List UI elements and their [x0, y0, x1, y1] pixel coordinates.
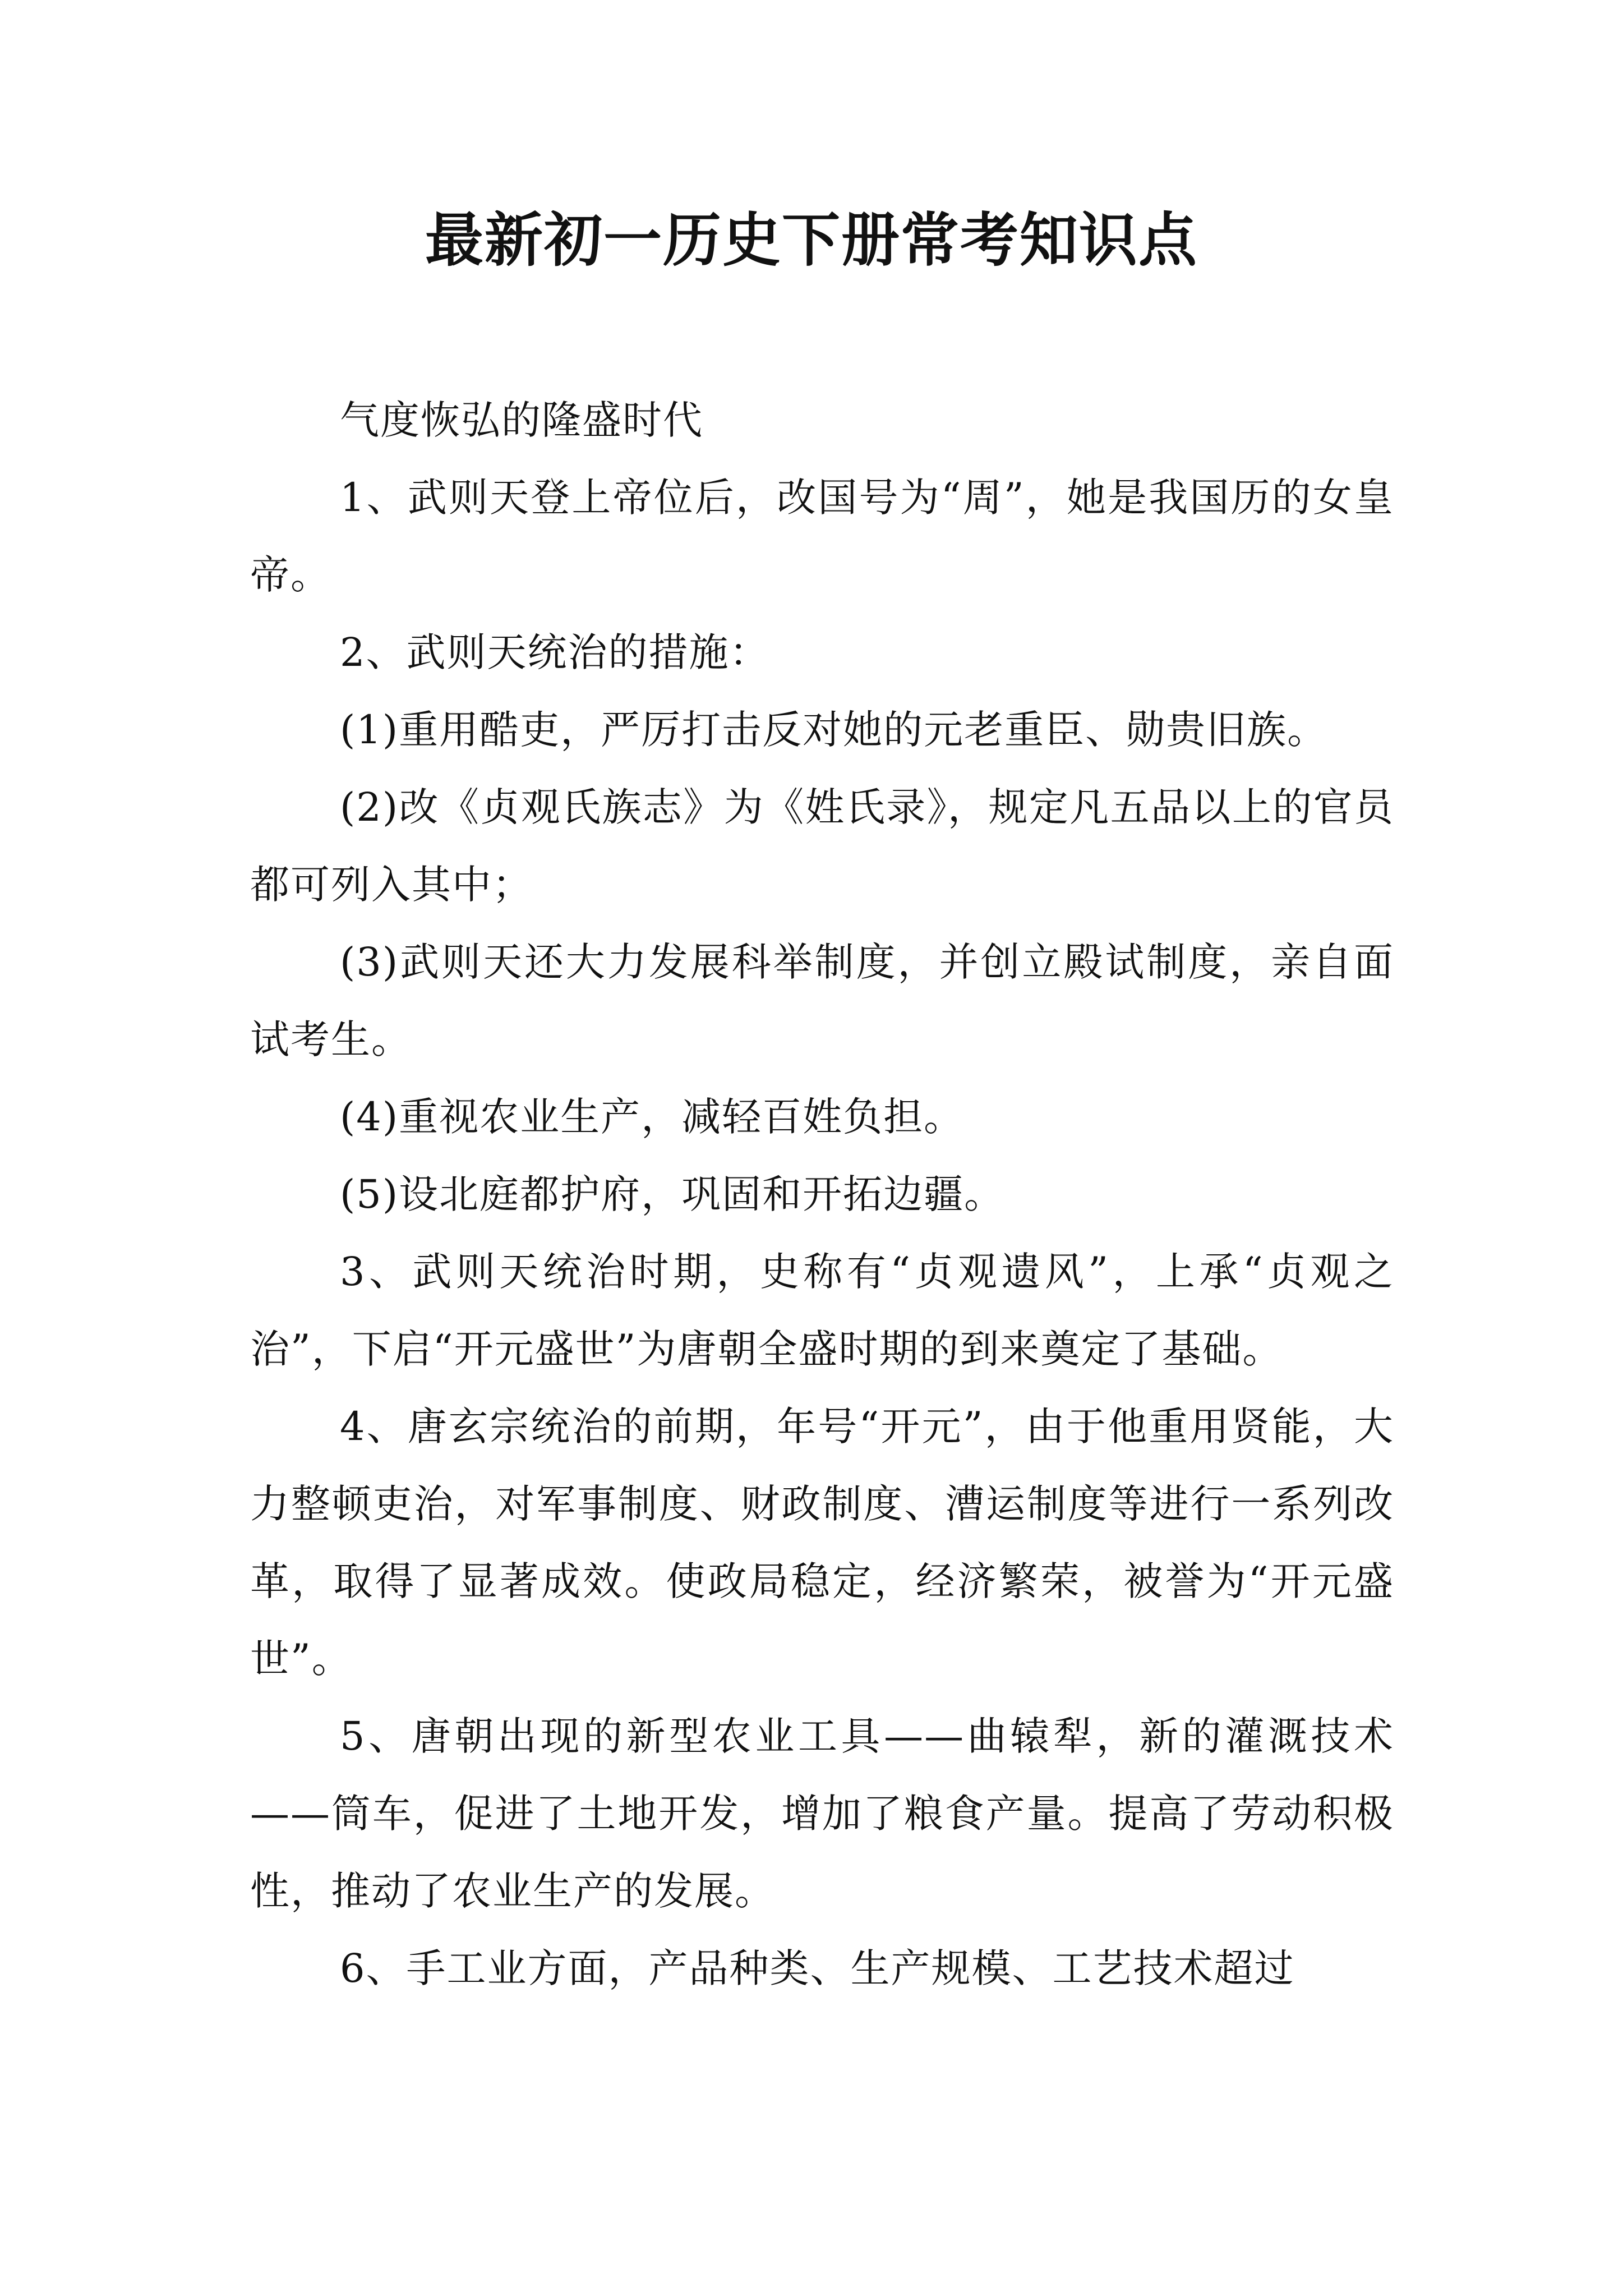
- paragraph-measure-1: (1)重用酷吏，严厉打击反对她的元老重臣、勋贵旧族。: [340, 707, 1328, 753]
- section-heading: 气度恢弘的隆盛时代: [340, 397, 703, 443]
- paragraph-point-1: 1、武则天登上帝位后，改国号为“周”，她是我国历的女皇帝。: [250, 475, 1394, 598]
- paragraph-measure-2: (2)改《贞观氏族志》为《姓氏录》，规定凡五品以上的官员都可列入其中；: [250, 784, 1394, 908]
- paragraph-point-4: 4、唐玄宗统治的前期，年号“开元”，由于他重用贤能，大力整顿吏治，对军事制度、财政制度、漕运制度等进行一系列改革，取得了显著成效。使政局稳定，经济繁荣，被誉为“开元盛世”。: [250, 1404, 1394, 1682]
- paragraph-point-6: 6、手工业方面，产品种类、生产规模、工艺技术超过: [340, 1945, 1295, 1991]
- paragraph-point-2: 2、武则天统治的措施：: [340, 629, 770, 675]
- document-body: [250, 381, 1394, 2007]
- paragraph-measure-3: (3)武则天还大力发展科举制度，并创立殿试制度，亲自面试考生。: [250, 939, 1394, 1062]
- paragraph-point-3: 3、武则天统治时期，史称有“贞观遗风”，上承“贞观之治”，下启“开元盛世”为唐朝全盛时期的到来奠定了基础。: [250, 1249, 1394, 1372]
- paragraph-measure-4: (4)重视农业生产，减轻百姓负担。: [340, 1094, 965, 1140]
- document-title: 最新初一历史下册常考知识点: [425, 205, 1198, 274]
- paragraph-point-5: 5、唐朝出现的新型农业工具——曲辕犁，新的灌溉技术——筒车，促进了土地开发，增加了粮食产量。提高了劳动积极性，推动了农业生产的发展。: [250, 1713, 1394, 1914]
- paragraph-measure-5: (5)设北庭都护府，巩固和开拓边疆。: [340, 1171, 1005, 1217]
